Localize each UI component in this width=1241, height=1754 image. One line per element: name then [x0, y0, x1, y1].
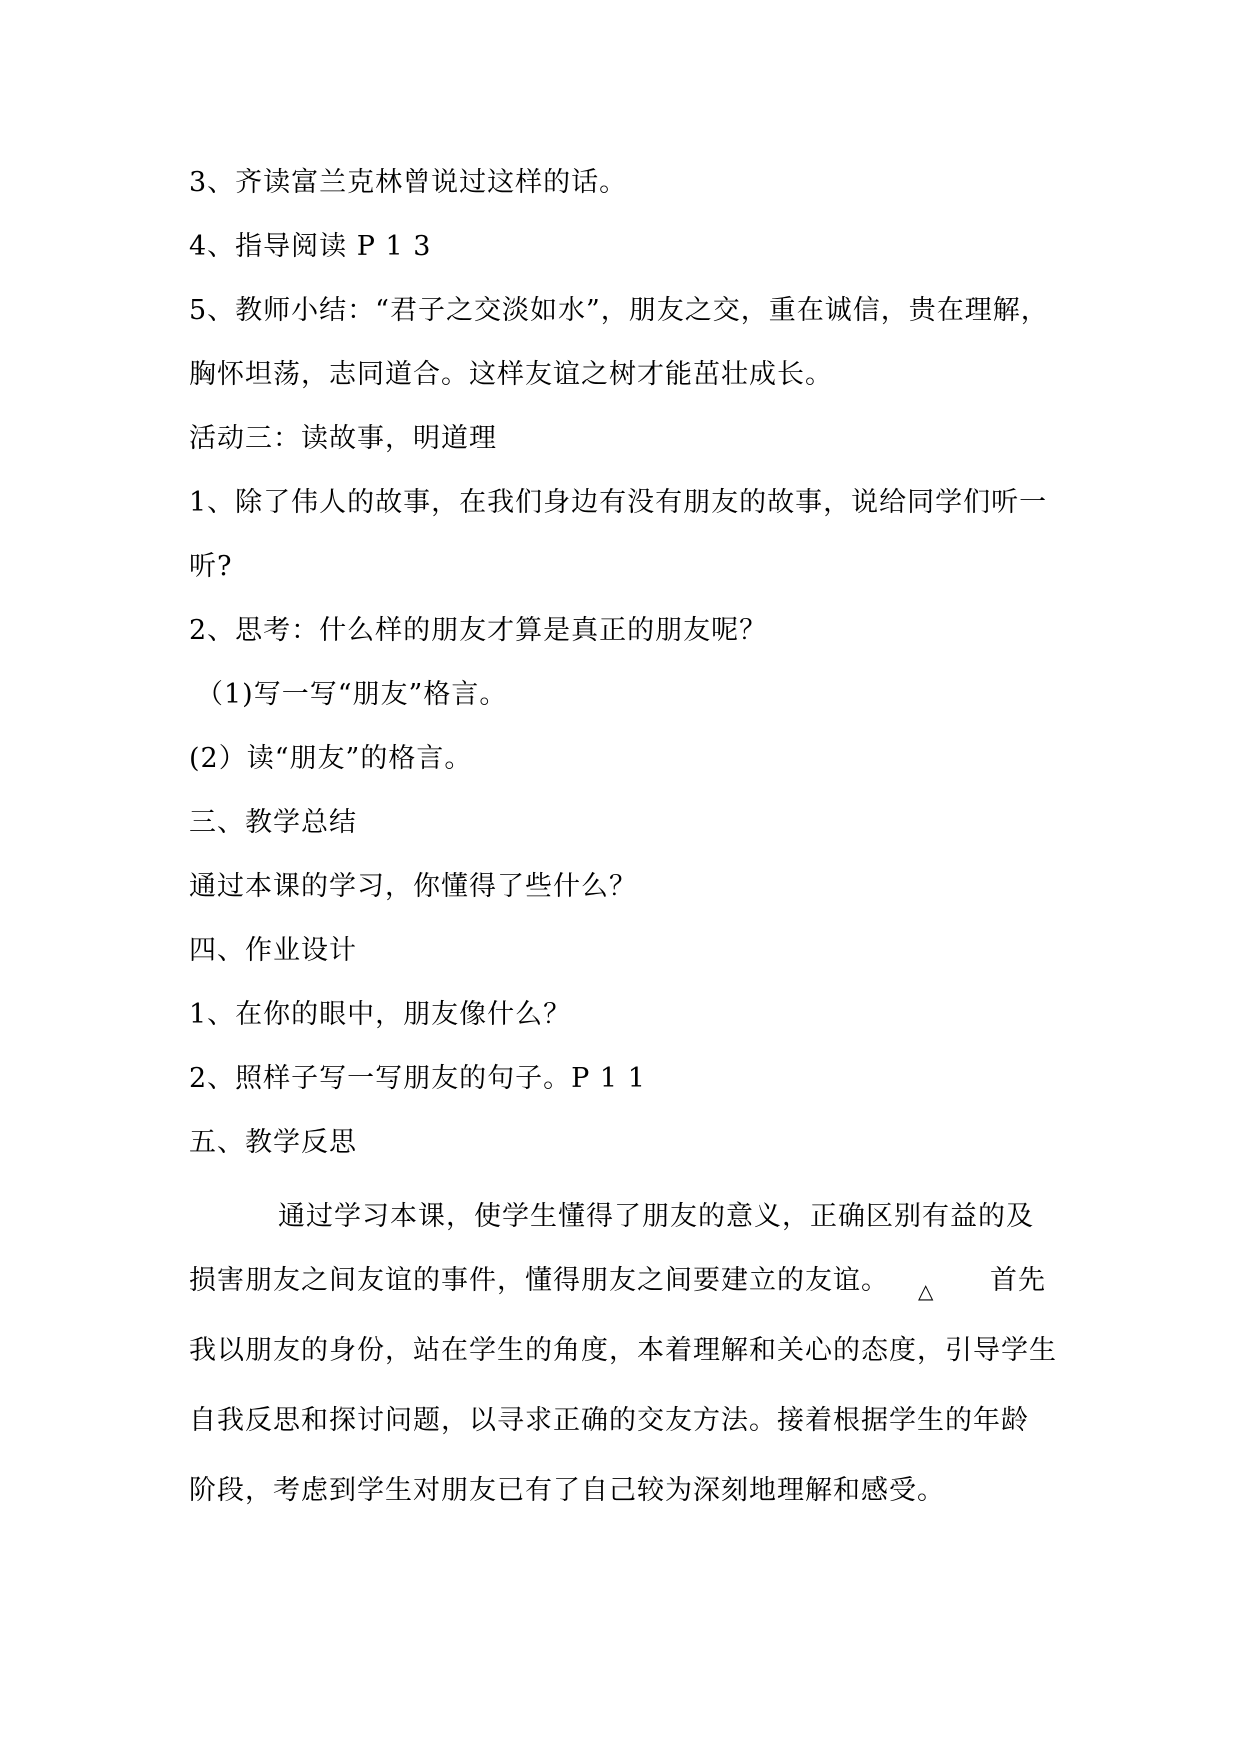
- item-3-read-franklin: 3、齐读富兰克林曾说过这样的话。: [189, 167, 628, 198]
- reflection-line-3: 我以朋友的身份，站在学生的角度，本着理解和关心的态度，引导学生: [189, 1335, 1057, 1366]
- reflection-line-5: 阶段，考虑到学生对朋友已有了自己较为深刻地理解和感受。: [189, 1475, 945, 1506]
- homework-item-1: 1、在你的眼中，朋友像什么？: [189, 999, 572, 1030]
- small-mark-icon: △: [918, 1279, 934, 1303]
- section-4-heading: 四、作业设计: [189, 935, 357, 966]
- homework-item-2: 2、照样子写一写朋友的句子。P 1 1: [189, 1063, 646, 1094]
- item-4-guided-reading: 4、指导阅读 P 1 3: [189, 231, 432, 262]
- reflection-line-1: 通过学习本课，使学生懂得了朋友的意义，正确区别有益的及: [278, 1201, 1034, 1232]
- item-5-teacher-summary-cont: 胸怀坦荡，志同道合。这样友谊之树才能茁壮成长。: [189, 359, 833, 390]
- activity-3-item-1: 1、除了伟人的故事，在我们身边有没有朋友的故事，说给同学们听一: [189, 487, 1048, 518]
- reflection-line-2-end: 首先: [990, 1265, 1046, 1296]
- activity-3-item-1-cont: 听?: [189, 551, 233, 582]
- section-3-heading: 三、教学总结: [189, 807, 357, 838]
- item-5-teacher-summary: 5、教师小结：“君子之交淡如水”，朋友之交，重在诚信，贵在理解，: [189, 295, 1049, 326]
- activity-3-sub-1: （1)写一写“朋友”格言。: [196, 679, 508, 710]
- reflection-line-2: 损害朋友之间友谊的事件，懂得朋友之间要建立的友谊。: [189, 1265, 889, 1296]
- activity-3-item-2: 2、思考：什么样的朋友才算是真正的朋友呢？: [189, 615, 768, 646]
- section-5-heading: 五、教学反思: [189, 1127, 357, 1158]
- section-3-question: 通过本课的学习，你懂得了些什么？: [189, 871, 637, 902]
- activity-3-heading: 活动三：读故事，明道理: [189, 423, 497, 454]
- activity-3-sub-2: (2）读“朋友”的格言。: [189, 743, 473, 774]
- reflection-line-4: 自我反思和探讨问题，以寻求正确的交友方法。接着根据学生的年龄: [189, 1405, 1029, 1436]
